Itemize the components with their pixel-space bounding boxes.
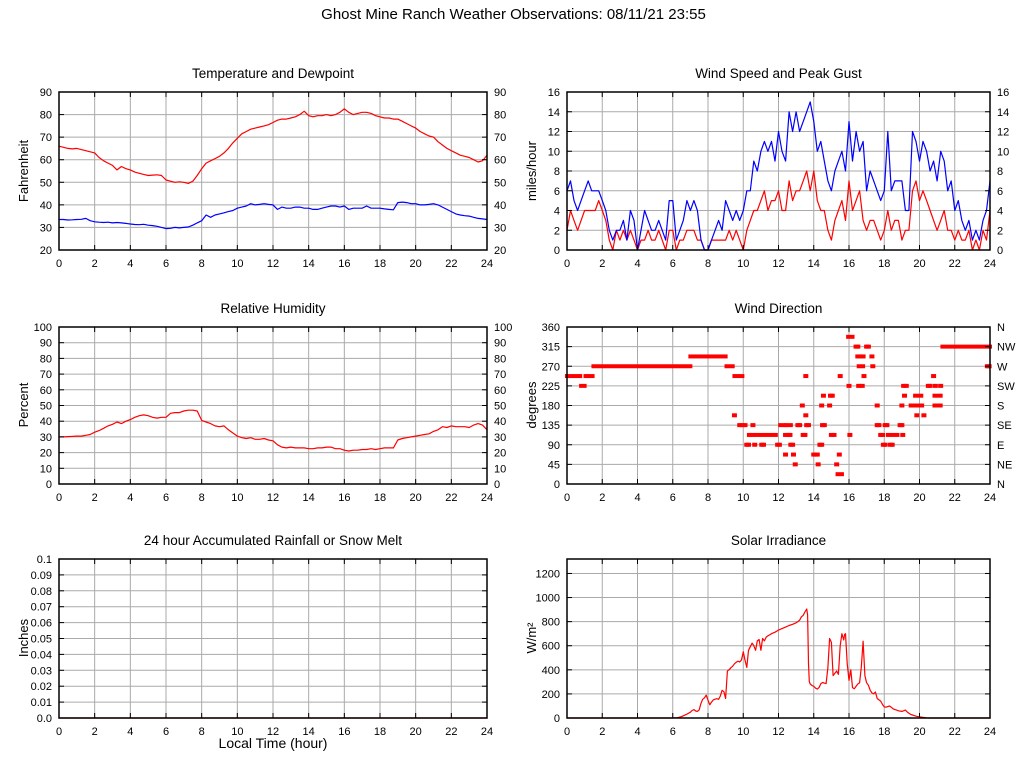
svg-text:SW: SW — [997, 380, 1015, 393]
svg-text:24: 24 — [480, 726, 494, 738]
svg-text:0: 0 — [563, 726, 571, 738]
svg-text:24: 24 — [480, 492, 494, 504]
svg-text:600: 600 — [541, 640, 560, 653]
svg-text:4: 4 — [127, 492, 134, 504]
svg-text:0.0: 0.0 — [36, 713, 52, 725]
svg-text:0: 0 — [45, 479, 52, 491]
svg-text:8: 8 — [704, 726, 712, 738]
svg-text:50: 50 — [39, 177, 52, 190]
svg-text:45: 45 — [547, 459, 560, 472]
y-axis-label-fahrenheit: Fahrenheit — [16, 139, 31, 203]
svg-text:24: 24 — [983, 492, 997, 504]
svg-text:10: 10 — [231, 258, 244, 270]
svg-text:8: 8 — [553, 166, 560, 178]
svg-text:0: 0 — [55, 492, 63, 504]
chart-title-rainfall: 24 hour Accumulated Rainfall or Snow Melt — [143, 533, 403, 548]
svg-text:14: 14 — [302, 726, 315, 738]
svg-text:22: 22 — [948, 492, 961, 504]
svg-text:16: 16 — [842, 492, 856, 504]
svg-text:100: 100 — [33, 322, 52, 334]
svg-text:6: 6 — [669, 492, 676, 504]
svg-text:12: 12 — [772, 492, 785, 504]
svg-text:30: 30 — [39, 222, 52, 235]
svg-text:135: 135 — [541, 420, 560, 433]
y-axis-label-miles-per-hour: miles/hour — [524, 141, 539, 201]
svg-text:W: W — [997, 361, 1008, 374]
svg-text:10: 10 — [231, 492, 244, 504]
svg-text:18: 18 — [373, 492, 387, 504]
svg-text:0.02: 0.02 — [30, 681, 52, 694]
svg-text:14: 14 — [807, 258, 820, 270]
svg-text:20: 20 — [409, 726, 422, 738]
svg-text:0: 0 — [55, 258, 63, 270]
svg-text:90: 90 — [494, 337, 507, 350]
svg-text:16: 16 — [338, 726, 351, 738]
chart-title-wind-speed-gust: Wind Speed and Peak Gust — [695, 66, 862, 81]
svg-text:40: 40 — [494, 416, 507, 429]
svg-text:90: 90 — [39, 337, 52, 350]
svg-text:14: 14 — [302, 492, 315, 504]
svg-text:10: 10 — [39, 463, 52, 476]
svg-text:20: 20 — [913, 492, 926, 504]
svg-text:SE: SE — [997, 420, 1012, 433]
svg-text:2: 2 — [997, 225, 1004, 238]
svg-text:70: 70 — [494, 132, 507, 145]
svg-text:14: 14 — [807, 726, 820, 738]
svg-text:270: 270 — [541, 361, 560, 374]
svg-text:60: 60 — [494, 384, 507, 397]
svg-text:20: 20 — [913, 726, 926, 738]
svg-text:NW: NW — [997, 341, 1016, 354]
svg-text:4: 4 — [127, 726, 134, 738]
svg-text:60: 60 — [39, 384, 52, 397]
svg-text:20: 20 — [39, 447, 52, 460]
svg-text:0.03: 0.03 — [30, 665, 52, 678]
svg-text:14: 14 — [807, 492, 820, 504]
svg-text:16: 16 — [842, 258, 856, 270]
relative-humidity-chart — [9, 319, 524, 510]
svg-text:10: 10 — [737, 258, 750, 270]
svg-text:16: 16 — [997, 87, 1010, 99]
svg-text:8: 8 — [997, 166, 1004, 178]
svg-text:80: 80 — [494, 353, 507, 366]
svg-text:4: 4 — [127, 258, 134, 270]
svg-text:60: 60 — [494, 154, 507, 167]
svg-text:24: 24 — [983, 726, 997, 738]
svg-text:18: 18 — [878, 492, 891, 504]
svg-text:E: E — [997, 439, 1005, 452]
svg-text:12: 12 — [772, 726, 785, 738]
svg-text:14: 14 — [302, 258, 315, 270]
svg-text:0.06: 0.06 — [30, 617, 52, 630]
chart-title-wind-direction: Wind Direction — [734, 301, 823, 316]
svg-text:4: 4 — [553, 205, 560, 218]
svg-text:6: 6 — [669, 726, 676, 738]
svg-text:S: S — [997, 400, 1005, 413]
svg-text:16: 16 — [338, 492, 351, 504]
svg-text:360: 360 — [541, 322, 560, 334]
svg-text:225: 225 — [541, 380, 560, 393]
svg-text:6: 6 — [162, 258, 170, 270]
svg-text:0: 0 — [553, 479, 560, 491]
y-axis-label-percent: Percent — [16, 382, 31, 428]
svg-text:50: 50 — [39, 400, 52, 413]
svg-text:22: 22 — [445, 492, 458, 504]
svg-text:6: 6 — [553, 185, 560, 198]
svg-text:0: 0 — [553, 713, 560, 725]
svg-text:60: 60 — [39, 154, 52, 167]
svg-text:315: 315 — [541, 341, 560, 354]
svg-text:10: 10 — [737, 726, 750, 738]
svg-text:70: 70 — [39, 369, 52, 382]
svg-text:1000: 1000 — [535, 592, 560, 605]
svg-text:4: 4 — [997, 205, 1004, 218]
svg-text:40: 40 — [494, 199, 507, 212]
y-axis-label-watts-per-m2: W/m² — [524, 622, 539, 654]
svg-text:10: 10 — [547, 146, 560, 159]
svg-text:12: 12 — [547, 126, 560, 139]
svg-text:0.1: 0.1 — [36, 554, 52, 566]
svg-text:0.07: 0.07 — [30, 601, 52, 614]
svg-text:NE: NE — [997, 459, 1013, 472]
y-axis-label-inches: Inches — [16, 618, 31, 658]
svg-text:22: 22 — [948, 726, 961, 738]
svg-text:2: 2 — [599, 726, 606, 738]
svg-text:12: 12 — [266, 492, 280, 504]
svg-text:24: 24 — [480, 258, 494, 270]
svg-text:4: 4 — [634, 492, 641, 504]
svg-text:0: 0 — [553, 245, 560, 257]
svg-text:180: 180 — [541, 400, 560, 413]
wind-speed-gust-chart — [517, 84, 1027, 276]
svg-text:6: 6 — [997, 185, 1004, 198]
svg-text:70: 70 — [494, 369, 507, 382]
svg-text:14: 14 — [997, 106, 1010, 119]
chart-title-solar-irradiance: Solar Irradiance — [730, 533, 827, 548]
svg-text:50: 50 — [494, 400, 507, 413]
temperature-dewpoint-chart — [9, 84, 524, 276]
svg-text:0: 0 — [494, 479, 501, 491]
svg-text:6: 6 — [162, 726, 170, 738]
svg-text:10: 10 — [737, 492, 750, 504]
svg-text:10: 10 — [997, 146, 1010, 159]
svg-text:90: 90 — [39, 87, 52, 99]
svg-text:0.05: 0.05 — [30, 633, 52, 646]
svg-text:8: 8 — [198, 492, 205, 504]
svg-text:0.09: 0.09 — [30, 569, 52, 582]
svg-text:20: 20 — [409, 258, 422, 270]
svg-text:50: 50 — [494, 177, 507, 190]
svg-text:200: 200 — [541, 688, 560, 701]
svg-text:30: 30 — [494, 431, 507, 444]
svg-text:20: 20 — [39, 245, 52, 257]
svg-text:20: 20 — [913, 258, 926, 270]
svg-text:30: 30 — [494, 222, 507, 235]
svg-text:18: 18 — [373, 258, 387, 270]
svg-text:14: 14 — [547, 106, 560, 119]
svg-text:70: 70 — [39, 132, 52, 145]
svg-text:N: N — [997, 322, 1005, 334]
svg-text:0: 0 — [997, 245, 1004, 257]
svg-text:12: 12 — [266, 258, 280, 270]
svg-text:12: 12 — [772, 258, 785, 270]
solar-irradiance-chart — [517, 551, 1027, 744]
svg-text:22: 22 — [445, 258, 458, 270]
svg-text:10: 10 — [231, 726, 244, 738]
svg-text:18: 18 — [878, 258, 891, 270]
svg-text:22: 22 — [445, 726, 458, 738]
svg-text:90: 90 — [494, 87, 507, 99]
svg-text:0.01: 0.01 — [30, 697, 52, 710]
svg-text:400: 400 — [541, 664, 560, 677]
svg-text:100: 100 — [494, 322, 513, 334]
wind-direction-chart — [517, 319, 1027, 510]
svg-text:20: 20 — [494, 447, 507, 460]
svg-text:6: 6 — [669, 258, 676, 270]
page-title: Ghost Mine Ranch Weather Observations: 08/11/21 23:55 — [321, 6, 706, 23]
svg-text:10: 10 — [494, 463, 507, 476]
svg-text:0: 0 — [55, 726, 63, 738]
svg-text:40: 40 — [39, 416, 52, 429]
svg-text:22: 22 — [948, 258, 961, 270]
svg-text:2: 2 — [599, 492, 606, 504]
svg-text:18: 18 — [373, 726, 387, 738]
svg-text:20: 20 — [409, 492, 422, 504]
rainfall-chart — [9, 551, 524, 744]
svg-text:2: 2 — [553, 225, 560, 238]
svg-text:18: 18 — [878, 726, 891, 738]
svg-text:8: 8 — [704, 492, 712, 504]
svg-text:80: 80 — [494, 109, 507, 122]
svg-text:8: 8 — [704, 258, 712, 270]
svg-text:16: 16 — [547, 87, 560, 99]
y-axis-label-degrees: degrees — [524, 381, 539, 429]
svg-text:6: 6 — [162, 492, 170, 504]
svg-text:0: 0 — [563, 258, 571, 270]
svg-text:20: 20 — [494, 245, 507, 257]
svg-text:800: 800 — [541, 616, 560, 629]
svg-text:0: 0 — [563, 492, 571, 504]
svg-text:2: 2 — [91, 492, 98, 504]
chart-title-temperature-dewpoint: Temperature and Dewpoint — [191, 66, 355, 81]
svg-text:2: 2 — [599, 258, 606, 270]
svg-text:0.08: 0.08 — [30, 585, 52, 598]
svg-text:2: 2 — [91, 258, 98, 270]
svg-text:N: N — [997, 479, 1005, 491]
svg-text:8: 8 — [198, 726, 205, 738]
svg-text:24: 24 — [983, 258, 997, 270]
svg-text:12: 12 — [266, 726, 280, 738]
svg-text:80: 80 — [39, 109, 52, 122]
svg-text:0.04: 0.04 — [30, 649, 52, 662]
svg-text:16: 16 — [842, 726, 856, 738]
svg-text:40: 40 — [39, 199, 52, 212]
svg-text:80: 80 — [39, 353, 52, 366]
svg-text:4: 4 — [634, 726, 641, 738]
x-axis-label-local-time: Local Time (hour) — [218, 735, 328, 751]
svg-text:16: 16 — [338, 258, 351, 270]
svg-text:1200: 1200 — [535, 568, 560, 581]
svg-text:12: 12 — [997, 126, 1010, 139]
svg-text:30: 30 — [39, 431, 52, 444]
svg-text:90: 90 — [547, 439, 560, 452]
svg-text:8: 8 — [198, 258, 205, 270]
svg-text:4: 4 — [634, 258, 641, 270]
svg-text:2: 2 — [91, 726, 98, 738]
chart-title-relative-humidity: Relative Humidity — [220, 301, 326, 316]
